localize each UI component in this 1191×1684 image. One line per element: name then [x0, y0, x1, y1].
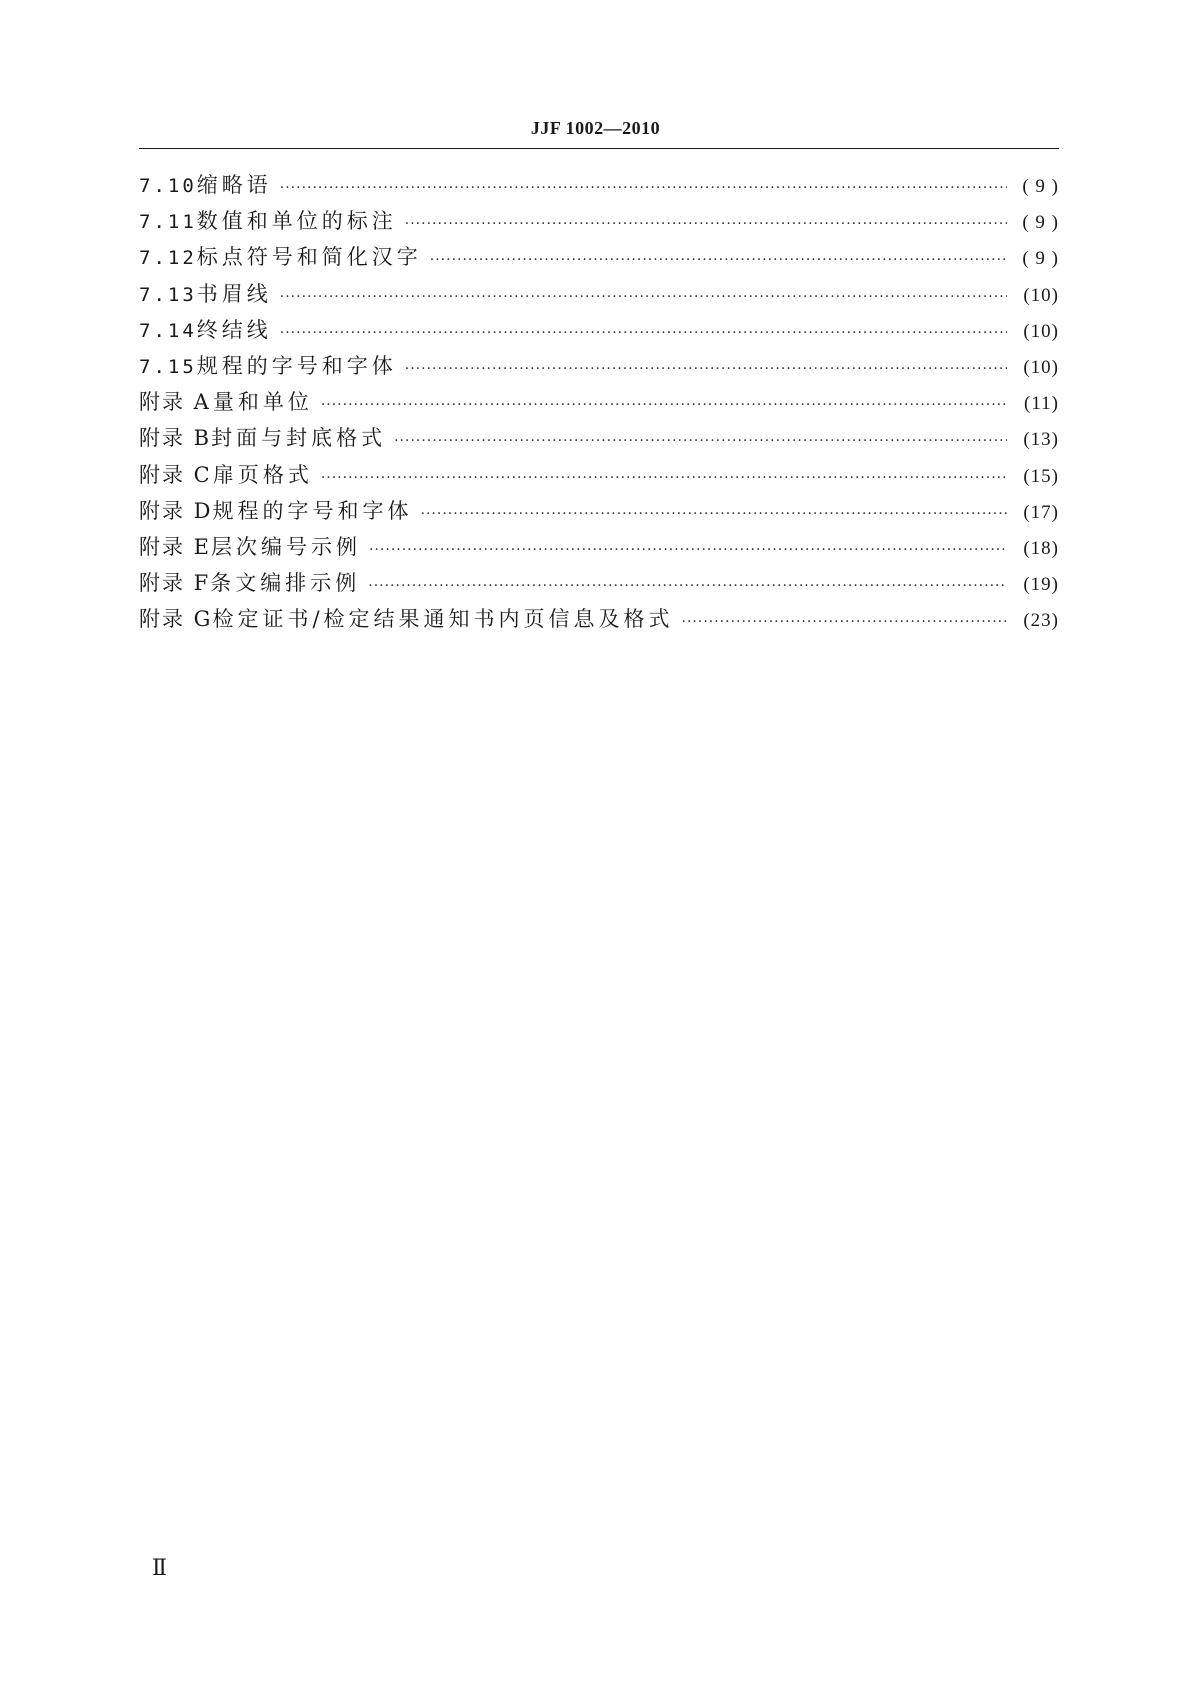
header-rule [139, 148, 1059, 149]
toc-entry[interactable] [139, 315, 1059, 351]
toc-entry-page: (11) [1024, 393, 1059, 415]
toc-entry-number: 7.11 [139, 211, 197, 234]
toc-dot-leader [394, 426, 1007, 456]
toc-entry-title: 检定证书/检定结果通知书内页信息及格式 [212, 607, 674, 632]
toc-entry-title: 标点符号和简化汉字 [196, 245, 422, 270]
toc-entry-number: 附录 A [139, 390, 211, 415]
toc-entry-page: ( 9 ) [1022, 176, 1059, 197]
toc-entry-page: ( 9 ) [1022, 248, 1059, 270]
toc-entry-title: 扉页格式 [212, 462, 313, 487]
toc-entry-page: (23) [1023, 610, 1059, 632]
toc-entry-page: ( 9 ) [1022, 212, 1059, 234]
toc-entry-number: 7.15 [139, 355, 197, 378]
toc-entry-page: (17) [1023, 501, 1059, 523]
toc-entry-title: 规程的字号和字体 [196, 353, 397, 378]
toc-entry-page: (15) [1023, 465, 1059, 487]
toc-entry-title: 缩略语 [196, 173, 272, 197]
toc-entry-number: 附录 F [139, 571, 211, 596]
toc-entry-title: 条文编排示例 [210, 571, 361, 596]
toc-entry[interactable] [139, 351, 1059, 387]
toc-entry-title: 规程的字号和字体 [212, 498, 413, 523]
toc-entry-appendix[interactable] [139, 604, 1059, 640]
toc-dot-leader [368, 571, 1007, 601]
toc-dot-leader [321, 463, 1007, 493]
toc-entry-page: (10) [1023, 320, 1059, 342]
toc-dot-leader [682, 607, 1007, 637]
toc-dot-leader [369, 535, 1007, 565]
toc-dot-leader [280, 282, 1007, 312]
toc-dot-leader [405, 354, 1007, 384]
toc-entry-page: (10) [1023, 284, 1059, 306]
toc-dot-leader [421, 499, 1007, 529]
toc-entry-number: 附录 E [139, 534, 212, 559]
toc-entry-page: (10) [1023, 356, 1059, 378]
toc-dot-leader [321, 390, 1007, 420]
toc-entry-title: 量和单位 [212, 390, 313, 415]
toc-entry-number: 7.12 [139, 247, 197, 270]
toc-entry-number: 附录 G [139, 607, 213, 632]
toc-entry[interactable] [139, 206, 1059, 242]
toc-entry[interactable] [139, 170, 1059, 206]
toc-entry-appendix[interactable] [139, 387, 1059, 423]
table-of-contents [139, 170, 1059, 640]
toc-entry-appendix[interactable] [139, 496, 1059, 532]
toc-entry-number: 附录 D [139, 498, 213, 523]
toc-dot-leader [280, 318, 1007, 348]
toc-entry-number: 7.13 [139, 283, 197, 306]
page-number: Ⅱ [152, 1555, 167, 1580]
toc-entry-title: 终结线 [196, 317, 272, 342]
toc-entry-appendix[interactable] [139, 460, 1059, 496]
toc-entry-title: 封面与封底格式 [211, 426, 387, 451]
toc-entry-number: 7.10 [139, 175, 197, 197]
toc-entry-number: 附录 C [139, 462, 212, 487]
document-code-header: JJF 1002—2010 [530, 118, 661, 138]
toc-dot-leader [280, 173, 1007, 203]
toc-entry[interactable] [139, 279, 1059, 315]
toc-dot-leader [405, 209, 1007, 239]
toc-entry-title: 层次编号示例 [211, 534, 362, 559]
toc-dot-leader [430, 245, 1007, 275]
toc-entry-page: (13) [1023, 429, 1059, 451]
toc-entry-appendix[interactable] [139, 423, 1059, 459]
toc-entry-number: 附录 B [139, 426, 212, 451]
toc-entry-page: (19) [1023, 574, 1059, 596]
toc-entry-appendix[interactable] [139, 568, 1059, 604]
toc-entry-title: 数值和单位的标注 [196, 209, 397, 234]
toc-entry-page: (18) [1023, 537, 1059, 559]
toc-entry-number: 7.14 [139, 319, 197, 342]
toc-entry[interactable] [139, 242, 1059, 278]
toc-entry-appendix[interactable] [139, 532, 1059, 568]
toc-entry-title: 书眉线 [196, 281, 272, 306]
